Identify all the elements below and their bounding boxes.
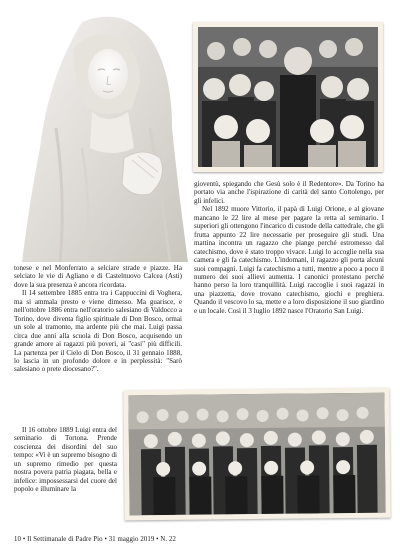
paragraph: tonese e nel Monferrato a selciare strade e piazze. Ha selciato le vie di Agliano e di Castelnuovo Calcea (Asti) dove la sua presenza è ancora ricordata. xyxy=(14,264,182,289)
paragraph: Nel 1892 muore Vittorio, il papà di Luigi Orione, e al giovane mancano le 22 lire al mese per pagare la retta al seminario. I superiori gli ottengono l'incarico di custode della cattedrale, che gli frutta appunto 22 lire necessarie per proseguire gli studi. Una mattina incontra un ragazzo che piange perché estromesso dal catechismo, dove è stato troppo vivace. Luigi lo accoglie nella sua camera e gli fa catechismo. L'indomani, il ragazzo gli porta alcuni suoi compagni. Luigi fa catechismo a tutti, mentre a poco a poco il numero dei suoi allievi aumenta. I canonici protestano perché hanno perso la loro tranquillità. Luigi raccoglie i suoi ragazzi in una piazzetta, dove trovano catechismo, giochi e preghiera. Quando il vescovo lo sa, mette e a loro disposizione il suo giardino e un locale. Così il 3 luglio 1892 nasce l'Oratorio San Luigi. xyxy=(194,205,384,315)
article-left-column xyxy=(14,264,182,374)
photo-priest-with-children xyxy=(193,22,383,172)
page-footer xyxy=(14,536,386,543)
magazine-name: • Il Settimanale di Padre Pio • xyxy=(22,536,107,543)
paragraph: gioventù, spiegando che Gesù solo è il Redentore». Da Torino ha portato via anche l'ispirazione di carità del santo Cottolengo, per gli infelici. xyxy=(194,180,384,205)
article-right-column xyxy=(194,180,384,315)
photo-group-seminarians xyxy=(123,388,390,521)
article-left-column-narrow xyxy=(14,426,117,494)
page-number: 10 xyxy=(14,536,21,543)
issue-number: • N. 22 xyxy=(156,536,177,543)
paragraph: Il 14 settembre 1885 entra tra i Cappuccini di Voghera, ma si ammala presto e viene dimesso. Ma guarisce, e nell'ottobre 1886 entra nell'oratorio salesiano di Valdocco a Torino, dove diventa figlio spirituale di Don Bosco, ormai un sole al tramonto, ma ardente più che mai. Luigi passa circa due anni alla scuola di Don Bosco, acquisendo un grande amore ai ragazzi più poveri, ai "casi" più difficili. La partenza per il Cielo di Don Bosco, il 31 gennaio 1888, lo lascia in un profondo dolore e in perplessità: "Sarò salesiano o prete diocesano?". xyxy=(14,289,182,374)
issue-date: 31 maggio 2019 xyxy=(108,536,155,543)
madonna-statue-image xyxy=(12,8,188,262)
paragraph: Il 16 ottobre 1889 Luigi entra del seminario di Tortona. Prende coscienza dei disordini del suo tempo: «Vi è un supremo bisogno di un supremo rimedio per questa nostra povera patria piagata, bella e infelice: impossessarsi del cuore del popolo e illuminare la xyxy=(14,426,117,494)
